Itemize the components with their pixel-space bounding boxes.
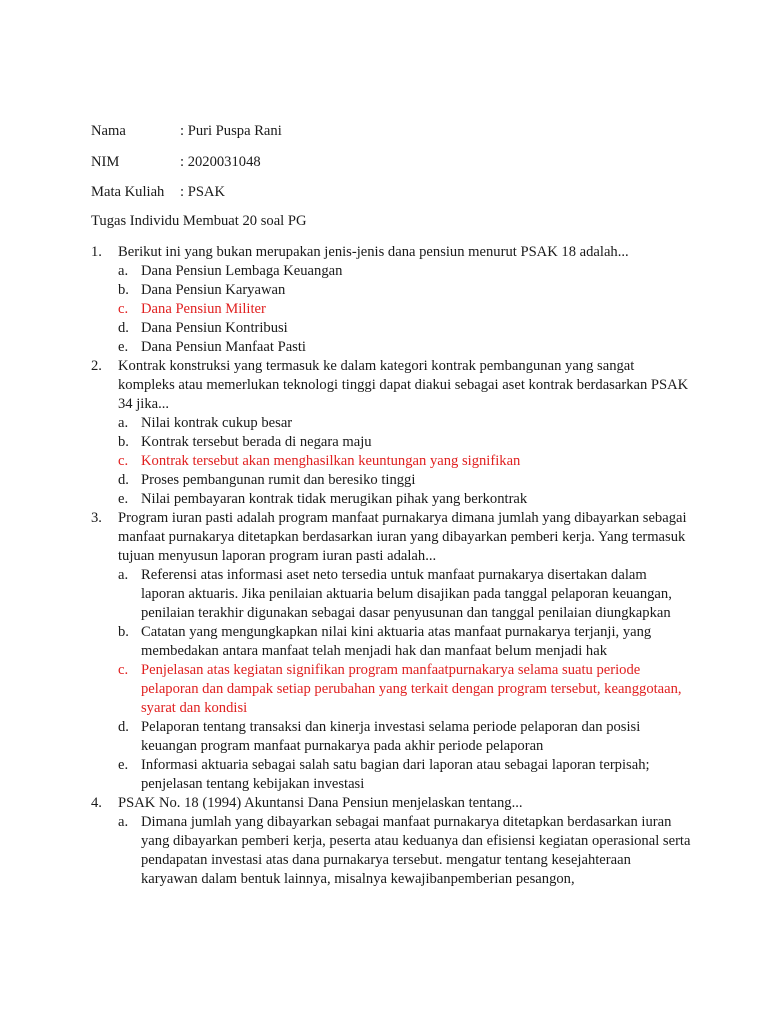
info-label: NIM [91,154,120,170]
option-letter: e. [118,339,129,355]
option-text: Informasi aktuaria sebagai salah satu bagian dari laporan atau sebagai laporan terpisah; penjelasan tentang kebijakan investasi [141,757,650,792]
option-letter: e. [118,757,129,773]
option-b [118,281,691,300]
option-c-correct [118,661,691,718]
option-letter: e. [118,491,129,507]
option-letter: d. [118,320,129,336]
option-letter: d. [118,719,129,735]
question-2 [91,357,691,509]
option-letter: a. [118,567,129,583]
option-text: Kontrak tersebut akan menghasilkan keuntungan yang signifikan [141,453,521,469]
question-1 [91,243,691,357]
info-value: : Puri Puspa Rani [180,123,282,139]
info-value: : 2020031048 [180,154,261,170]
option-text: Nilai pembayaran kontrak tidak merugikan pihak yang berkontrak [141,491,528,507]
option-c-correct [118,300,691,319]
task-title: Tugas Individu Membuat 20 soal PG [91,213,307,229]
option-d [118,718,691,756]
option-e [118,756,691,794]
option-letter: b. [118,282,129,298]
option-letter: b. [118,624,129,640]
option-b [118,433,691,452]
question-number: 1. [91,244,102,260]
option-letter: c. [118,301,129,317]
option-text: Proses pembangunan rumit dan beresiko tinggi [141,472,416,488]
question-number: 2. [91,358,102,374]
option-text: Kontrak tersebut berada di negara maju [141,434,372,450]
option-text: Dana Pensiun Manfaat Pasti [141,339,306,355]
info-value: : PSAK [180,184,226,200]
option-text: Dana Pensiun Militer [141,301,266,317]
info-label: Nama [91,123,126,139]
option-d [118,471,691,490]
question-text: Program iuran pasti adalah program manfaat purnakarya dimana jumlah yang dibayarkan sebagai manfaat purnakarya ditetapkan berdasarkan iuran yang dibayarkan pemberi kerja. Yang termasuk tujuan menyusun laporan program iuran pasti adalah... [118,510,687,564]
question-list [91,243,691,889]
option-letter: d. [118,472,129,488]
info-row-nama [91,121,282,141]
option-b [118,623,691,661]
option-letter: a. [118,814,129,830]
option-letter: c. [118,662,129,678]
info-row-mata-kuliah [91,182,225,202]
option-a [118,813,691,889]
option-text: Pelaporan tentang transaksi dan kinerja investasi selama periode pelaporan dan posisi keuangan program manfaat purnakarya pada akhir periode pelaporan [141,719,641,754]
option-letter: b. [118,434,129,450]
question-number: 3. [91,510,102,526]
option-d [118,319,691,338]
option-letter: c. [118,453,129,469]
option-c-correct [118,452,691,471]
question-text: Berikut ini yang bukan merupakan jenis-jenis dana pensiun menurut PSAK 18 adalah... [118,244,629,260]
info-row-nim [91,152,261,172]
option-text: Dana Pensiun Lembaga Keuangan [141,263,343,279]
option-text: Referensi atas informasi aset neto tersedia untuk manfaat purnakarya disertakan dalam laporan aktuaris. Jika penilaian aktuaria belum disajikan pada tanggal pelaporan keuangan, penilaian terakhir digunakan sebagai dasar penyusunan dan tanggal penilaian diungkapkan [141,567,672,621]
option-letter: a. [118,415,129,431]
info-label: Mata Kuliah [91,184,165,200]
question-text: PSAK No. 18 (1994) Akuntansi Dana Pensiun menjelaskan tentang... [118,795,523,811]
option-text: Penjelasan atas kegiatan signifikan program manfaatpurnakarya selama suatu periode pelaporan dan dampak setiap perubahan yang terkait dengan program tersebut, keanggotaan, syarat dan kondisi [141,662,682,716]
option-text: Catatan yang mengungkapkan nilai kini aktuaria atas manfaat purnakarya terjanji, yang membedakan antara manfaat telah menjadi hak dan manfaat belum menjadi hak [141,624,652,659]
option-a [118,414,691,433]
question-text: Kontrak konstruksi yang termasuk ke dalam kategori kontrak pembangunan yang sangat kompleks atau memerlukan teknologi tinggi dapat diakui sebagai aset kontrak berdasarkan PSAK 34 jika... [118,358,689,412]
option-e [118,338,691,357]
question-4 [91,794,691,889]
option-text: Dana Pensiun Karyawan [141,282,286,298]
option-a [118,262,691,281]
option-text: Nilai kontrak cukup besar [141,415,293,431]
option-text: Dimana jumlah yang dibayarkan sebagai manfaat purnakarya ditetapkan berdasarkan iuran yang dibayarkan pemberi kerja, peserta atau keduanya dan efisiensi kegiatan operasional serta pendapatan investasi atas dana purnakarya tersebut. mengatur tentang kesejahteraan karyawan dalam bentuk lainnya, misalnya kewajibanpemberian pesangon, [141,814,691,887]
question-number: 4. [91,795,102,811]
option-e [118,490,691,509]
question-3 [91,509,691,794]
option-a [118,566,691,623]
option-letter: a. [118,263,129,279]
option-text: Dana Pensiun Kontribusi [141,320,288,336]
